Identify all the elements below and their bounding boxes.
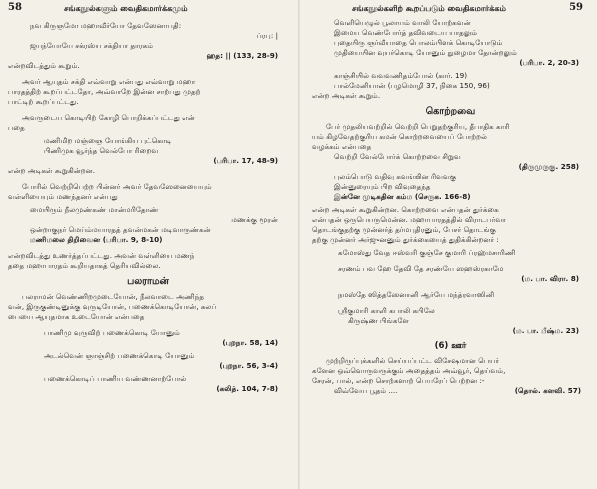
verse-line: வெளியெழுல் பூலாயம் வாலி யோற்கவன் [334,18,471,27]
citation: (பரிபா. 17, 48-9) [213,156,278,165]
quote-with-citation [312,386,589,396]
citation: (பரிபா. 2, 20-3) [519,58,579,67]
paragraph-line: களேன ஒவ்வொருவருக்கும் அதைத்தம் அவ்வூர், தெய்வம், [312,366,506,375]
paragraph-line: போரில் வெற்றிபெற்ற பின்னர் அவர் தேவஸேனையையும் [22,182,212,191]
sanskrit-verse-line: சரணம் பவ ஹே தேவி தே சரண்யே ஸஹஸ்ரகாமே [338,264,504,273]
left-running-head [8,0,288,18]
paragraph-line: பேர் முதலியவற்றில் வெற்றி பெறுதற்குரிய, தீபாதிக காரி [326,122,510,131]
section-heading-balarama: பலராமன் [127,276,169,287]
sanskrit-verse-line: கிருஷ்ண பிங்களே [348,316,410,325]
paragraph-line: அவர் ஆயுதம் சக்தி எவ்வாறு என்பது எவ்வாறு மஹா [22,77,196,86]
paragraph-line: வள்ளியையும் மணந்தனர் என்பது [8,192,118,201]
paragraph-line: பாட்டிற் கூறப்பட்டது. [8,97,79,106]
left-page-number: 58 [8,2,22,13]
section-heading-oor: (6) ஊர் [434,341,467,351]
sanskrit-verse-line: ஜயந்யோயே சக்ரஸ்ய சக்தியா தாரகம் [30,41,153,50]
paragraph-line: ததை மஹாபாரதம் கூறியதாகத் தெரியவில்லை. [8,261,161,270]
verse-line: ஒன்றாகுநர் மெய்ம்மயாரதத் தவன்மகன் மடிவாருண்கன் [30,225,211,234]
verse-line-with-citation: காஞ்சியில் வவவணிதம்போல் (கார். 19) [334,71,468,80]
citation: (திருமுருகு. 258) [518,162,579,171]
verse-line: பணைக்கொடிப் பாணிய வண்ணனாற்போல் [44,374,187,383]
right-page [300,0,597,489]
paragraph-line: முற்றிருப்புக்களில் செய்யப்பட்ட விசேஷமான பெயர் [326,356,500,365]
verse-line: மணிமிற மஞ்ஞை யோங்கிய புட்கொடி [44,136,172,145]
citation: ஹத: || (133, 28-9) [206,51,278,60]
sanskrit-verse-line: ஸ்ரீகுமாரி காளி கபாலி கபிலே [338,306,435,315]
sanskrit-verse-line: கமோஸ்து வேத ஈஸ்வரி குஞ்சே குமாரி ப்ரஹ்மசாரிணி [338,248,516,257]
verse-line: புலம்பொடு வதிவு கவங்ஙின ரிவவகு [334,172,457,181]
verse-line: வெற்றி வேல்போர்க் கொற்றவை சிறுவ [334,152,461,161]
paragraph-line: வன், இருகுண்டினுக்கு வுருடியோன், பணைக்கொடியோன், கலப் [8,302,217,311]
verse-line: பாணிமு வுருவிற் பணைக்கொடி யோனும் [44,328,180,337]
citation: (ம. பா. விரா. 8) [521,274,579,283]
paragraph-line: என்ற அடிகள் கூறும். [312,91,381,100]
sanskrit-verse-line: நமஸ்தே ஸித்தஸேனானி ஆர்யே மந்த்ரவாஸினி [338,290,495,299]
verse-line: மணக்கு மூரன் [231,215,278,224]
verse-line-with-citation: இன்னே முடிகதின கம்ம (செருக. 166-8) [334,192,471,201]
paragraph-line: அவருடைய கொடியிற் கோழி பொறிக்கப்பட்டது என் [22,113,195,122]
verse-line: முதியையின வுயர்கொடி யோனும் நுழைமா தோன்றலும் [334,48,517,57]
citation: (தொல். களவி. 57) [514,386,581,395]
verse-line: புதையிரு ஞர்வீயாதை பொலம்பிளக் கொடியோடும் [334,38,503,47]
verse-line-with-citation: மணிமலை திறிவைன (பரிபா. 9, 8-10) [30,235,163,244]
verse-line: பிணிமுக வூர்ந்த வெல்போ ரிறைவ [44,146,159,155]
verse-line: இமைய வெண்போர்த் தவிவடைய யாதலும் [334,28,478,37]
section-heading-kotravai: கொற்றவை [425,106,476,117]
right-page-number: 59 [569,2,583,13]
paragraph-line: என்ற அடிகள் கூறுகின்றன. கொற்றவை என்பதன் துர்க்கை [312,205,499,214]
paragraph-line: பாரதத்திற் கூறப்பட்டதோ, அவ்வாறே இன்ன சாற்பது முதற் [8,87,201,96]
paragraph-line: தொடங்குதற்கு முன்னர்த் தர்மபுதிரனும், பேசர் தொடங்கு [312,225,496,234]
citation: (புறநா. 56, 3-4) [219,361,278,370]
paragraph-line: தற்கு முன்னர் அர்ஜுனனும் துர்க்கையைத் துதிக்கின்றனர் : [312,235,499,244]
sanskrit-verse-line: நவ கிருஞமோ மஹாவீர்யோ தேவஸேனாபதி: [30,21,182,30]
verse-line: விவ்வேய பூதம் .... [334,386,398,395]
right-running-title: சங்கநூல்களிற் கூறப்படும் வைதிகமார்க்கம் [352,4,506,13]
paragraph-line: என்றவிடத்தும் கூறும். [8,61,80,70]
sanskrit-verse-line: ப்ரபு: | [256,31,278,40]
paragraph-line: என்றவிடத்து உணர்த்தப்பட்டது. அவன் வள்ளியை மணந் [8,251,195,260]
left-page [0,0,298,489]
verse-line: இன்னுரையும் பிற விவுதைந்த [334,182,431,191]
paragraph-line: பையை ஆயுதமாக உடையோன் என்பதை [8,312,145,321]
paragraph-line: சேரன், பால், என்ற சொற்களாற் பெயரேப் பெற்றன :- [312,376,485,385]
paragraph-line: என்ற அடிகள் கூறுகின்றன. [8,166,96,175]
paragraph-line: பலராமன் வெண்ணிறமுடையோன், நீலவாடை அணிந்த [22,292,205,301]
citation: (புறநா. 58, 14) [222,338,278,347]
verse-line: மையிரும் நீலமுண்கண் மான்மரிதோண் [30,205,159,214]
paragraph-line: வழக்கம் என்பதை [312,142,372,151]
verse-line: அடல்வென் ஞாஞ்சிற் பணைக்கொடி யோனும் [44,351,195,360]
paragraph-line: பதை [8,123,25,132]
paragraph-line: என்பதன் ஒருபெயருமென்ன. மஹாபாரதத்தில் விராடபர்வா [312,215,506,224]
citation: (கலித். 104, 7-8) [216,384,278,393]
right-running-head [312,0,589,18]
citation: (ம. பா. பீஷ்ம. 23) [512,326,579,335]
left-running-title: சங்கநூல்களும் வைதிகமார்க்கமும் [64,4,188,13]
verse-line-with-citation: பால்மேனியான் (பழமொழி 37, நிகை 150, 96) [334,81,490,90]
paragraph-line: யம் கிழவேதற்குரிய கமன் கொற்றவையைப் போற்றல் [312,132,488,141]
